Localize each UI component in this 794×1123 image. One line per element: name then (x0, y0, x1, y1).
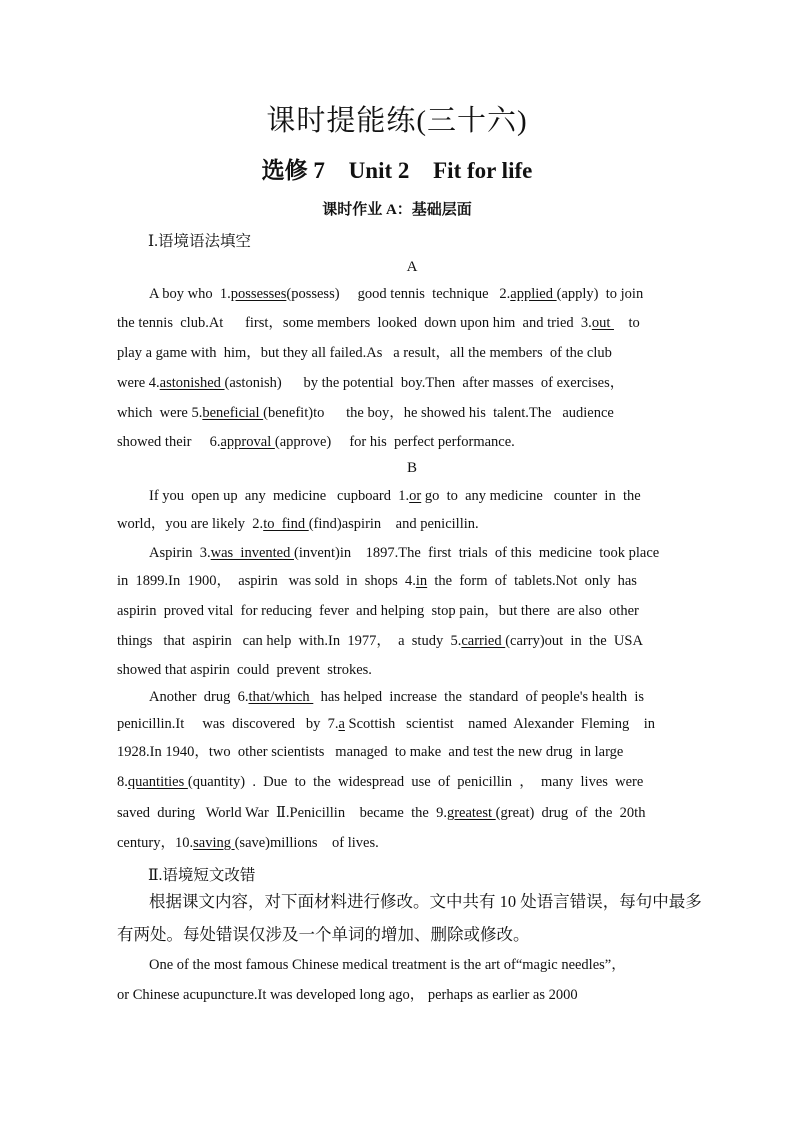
answer-b4: in (415, 573, 428, 589)
passage-b-line-5 (117, 601, 675, 621)
passage-b-line-2 (117, 514, 675, 534)
passage-b-line-13 (117, 833, 675, 853)
instruction-line-1: 根据课文内容，对下面材料进行修改。文中共有 10 处语言错误，每句中最多 (149, 892, 702, 911)
text: (benefit)to the boy，he showed his talent.The audience (263, 405, 614, 421)
answer-1: possesses (230, 286, 287, 302)
text: world，you are likely 2. (117, 516, 264, 532)
passage-b-line-4 (117, 571, 675, 591)
answer-2: applied (510, 286, 557, 302)
answer-5: beneficial (202, 405, 264, 421)
passage-a-label: A (406, 259, 418, 275)
passage-a-line-5 (117, 403, 675, 423)
text: (approve) for his perfect performance. (274, 434, 515, 450)
passage-b-line-3 (149, 543, 675, 563)
answer-3: out (591, 315, 614, 331)
passage-b-label: B (406, 460, 417, 476)
text: A boy who 1. (149, 286, 231, 302)
answer-4: astonished (159, 375, 225, 391)
passage-a-line-6 (117, 432, 675, 452)
text: go to any medicine counter in the (421, 488, 641, 504)
text: has helped increase the standard of people's health is (313, 689, 645, 705)
text: in 1899.In 1900， aspirin was sold in shops 4. (117, 573, 416, 589)
text: showed their 6. (117, 434, 221, 450)
text: penicillin.It was discovered by 7. (117, 716, 339, 732)
text: which were 5. (117, 405, 203, 421)
text: (apply) to join (556, 286, 644, 302)
passage-a-line-2 (117, 313, 675, 333)
text: showed that aspirin could prevent strokes. (117, 662, 372, 678)
section-1-heading: Ⅰ.语境语法填空 (148, 233, 251, 250)
text: century，10. (117, 835, 194, 851)
passage-b-line-7 (117, 660, 675, 680)
text: (possess) good tennis technique 2. (286, 286, 511, 302)
answer-b10: saving (193, 835, 235, 851)
text: the form of tablets.Not only has (427, 573, 637, 589)
text: play a game with him，but they all failed.As a result，all the members of the club (117, 345, 612, 361)
text: 8. (117, 774, 128, 790)
text: (quantity) . Due to the widespread use of penicillin ， many lives were (187, 774, 644, 790)
text: things that aspirin can help with.In 1977， a study 5. (117, 633, 462, 649)
text: Scottish scientist named Alexander Fleming in (344, 716, 656, 732)
subtitle-topic: Fit for life (433, 158, 533, 183)
text: (find)aspirin and penicillin. (308, 516, 479, 532)
answer-b5: carried (461, 633, 506, 649)
text: (great) drug of the 20th (495, 805, 646, 821)
correction-passage-line-2: or Chinese acupuncture.It was developed long ago， perhaps as earlier as 2000 (117, 987, 578, 1003)
text: were 4. (117, 375, 160, 391)
text: 1928.In 1940，two other scientists managed to make and test the new drug in large (117, 744, 624, 760)
answer-b6: that/which (248, 689, 314, 705)
answer-6: approval (220, 434, 275, 450)
answer-b8: quantities (127, 774, 188, 790)
passage-a-line-3 (117, 343, 675, 363)
text: to (613, 315, 640, 331)
text: Another drug 6. (149, 689, 249, 705)
text: saved during World War Ⅱ.Penicillin became the 9. (117, 805, 447, 821)
text: (save)millions of lives. (234, 835, 379, 851)
section-2-heading: Ⅱ.语境短文改错 (148, 867, 256, 884)
answer-b9: greatest (446, 805, 496, 821)
text: (astonish) by the potential boy.Then after masses of exercises， (224, 375, 625, 391)
text: aspirin proved vital for reducing fever and helping stop pain，but there are also other (117, 603, 639, 619)
passage-b-line-6 (117, 631, 675, 651)
answer-b3: was invented (210, 545, 294, 561)
answer-b1: or (409, 488, 422, 504)
passage-b-line-11 (117, 772, 675, 792)
passage-b-line-12 (117, 803, 675, 823)
text: If you open up any medicine cupboard 1. (149, 488, 410, 504)
passage-b-line-9 (117, 714, 675, 734)
instruction-line-2: 有两处。每处错误仅涉及一个单词的增加、删除或修改。 (117, 925, 530, 944)
passage-b-line-1 (149, 486, 675, 506)
unit-subtitle (0, 152, 794, 185)
passage-a-line-1 (149, 284, 675, 304)
text: the tennis club.At first，some members looked down upon him and tried 3. (117, 315, 592, 331)
text: (invent)in 1897.The first trials of this medicine took place (293, 545, 660, 561)
text: Aspirin 3. (149, 545, 211, 561)
passage-b-line-10 (117, 742, 675, 762)
text: (carry)out in the USA (505, 633, 643, 649)
answer-b2: to find (263, 516, 309, 532)
page-title: 课时提能练(三十六) (266, 105, 528, 137)
subtitle-unit: Unit 2 (348, 158, 410, 183)
correction-passage-line-1: One of the most famous Chinese medical treatment is the art of“magic needles”， (149, 957, 626, 973)
homework-level: 课时作业 A：基础层面 (322, 202, 472, 218)
subtitle-module: 选修 7 (261, 158, 325, 183)
passage-b-line-8 (149, 687, 675, 707)
passage-a-line-4 (117, 373, 675, 393)
answer-b7: a (338, 716, 345, 732)
